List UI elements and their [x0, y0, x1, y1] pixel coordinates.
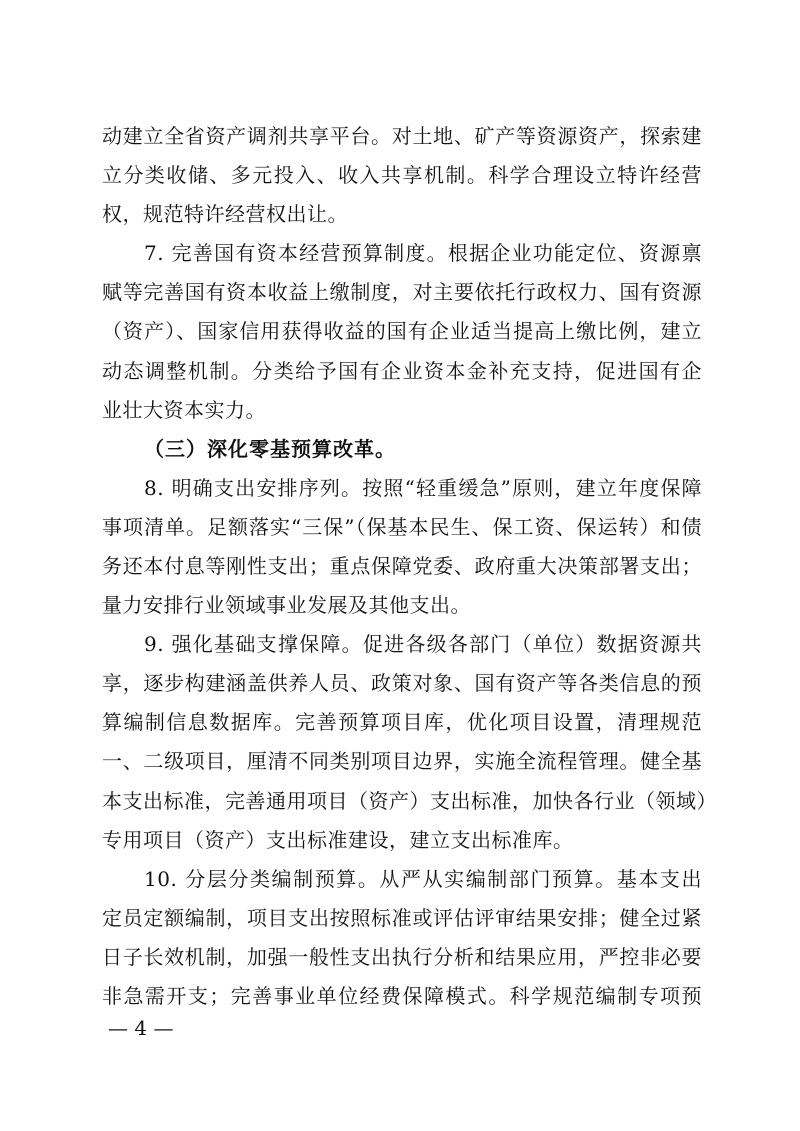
- section-heading: （三）深化零基预算改革。: [144, 437, 396, 461]
- item-9-line: 享，逐步构建涵盖供养人员、政策对象、国有资产等各类信息的预: [102, 671, 702, 695]
- item-9-line: 算编制信息数据库。完善预算项目库，优化项目设置，清理规范: [102, 710, 702, 734]
- item-9-line: 本支出标准，完善通用项目（资产）支出标准，加快各行业（领域）: [102, 789, 717, 813]
- item-8-line: 务还本付息等刚性支出；重点保障党委、政府重大决策部署支出；: [102, 554, 702, 578]
- item-7-line: 业壮大资本实力。: [102, 398, 266, 422]
- item-7-line: （资产）、国家信用获得收益的国有企业适当提高上缴比例，建立: [102, 319, 702, 343]
- item-9-line: 一、二级项目，厘清不同类别项目边界，实施全流程管理。健全基: [102, 749, 702, 773]
- item-7-line: 7. 完善国有资本经营预算制度。根据企业功能定位、资源禀: [144, 241, 702, 265]
- item-8-line: 事项清单。足额落实“三保”（保基本民生、保工资、保运转）和债: [102, 515, 702, 539]
- paragraph-line: 权，规范特许经营权出让。: [102, 202, 348, 226]
- item-8-line: 8. 明确支出安排序列。按照“轻重缓急”原则，建立年度保障: [144, 476, 702, 500]
- item-8-line: 量力安排行业领域事业发展及其他支出。: [102, 593, 471, 617]
- item-10-line: 非急需开支；完善事业单位经费保障模式。科学规范编制专项预: [102, 984, 702, 1008]
- page-number: — 4 —: [108, 1016, 174, 1040]
- item-7-line: 动态调整机制。分类给予国有企业资本金补充支持，促进国有企: [102, 359, 702, 383]
- item-10-line: 定员定额编制，项目支出按照标准或评估评审结果安排；健全过紧: [102, 906, 702, 930]
- item-10-line: 10. 分层分类编制预算。从严从实编制部门预算。基本支出: [144, 867, 702, 891]
- item-10-line: 日子长效机制，加强一般性支出执行分析和结果应用，严控非必要: [102, 945, 702, 969]
- item-9-line: 专用项目（资产）支出标准建设，建立支出标准库。: [102, 828, 574, 852]
- item-7-line: 赋等完善国有资本收益上缴制度，对主要依托行政权力、国有资源: [102, 280, 702, 304]
- item-9-line: 9. 强化基础支撑保障。促进各级各部门（单位）数据资源共: [144, 632, 702, 656]
- paragraph-line: 立分类收储、多元投入、收入共享机制。科学合理设立特许经营: [102, 163, 702, 187]
- paragraph-line: 动建立全省资产调剂共享平台。对土地、矿产等资源资产，探索建: [102, 124, 702, 148]
